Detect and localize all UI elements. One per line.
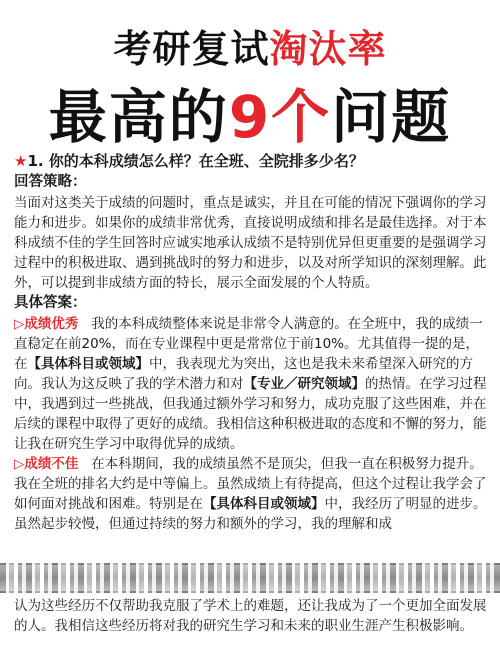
answer-good-label: 成绩优秀 xyxy=(24,316,79,332)
article-body xyxy=(14,150,490,534)
answer-bad-text-2: 中，我经历了明显的进步。虽然起步较慢，但通过持续的努力和额外的学习，我的理解和成 xyxy=(14,496,487,532)
answer-good-bold-2: 【专业／研究领域】 xyxy=(243,376,365,392)
answer-good-text-1: 我的本科成绩整体来说是非常令人满意的。在全班中，我的成绩一直稳定在前20%，而在专业课程中更是常常位于前10%。尤其值得一提的是，在 xyxy=(14,316,483,372)
bottom-text: 认为这些经历不仅帮助我克服了学术上的难题，还让我成为了一个更加全面发展的人。我相信这些经历将对我的研究生学习和未来的职业生涯产生积极影响。 xyxy=(14,598,487,634)
question-text: 1. 你的本科成绩怎么样？在全班、全院排多少名？ xyxy=(27,152,364,170)
answer-bad-paragraph xyxy=(14,454,490,534)
bottom-paragraph xyxy=(14,596,490,636)
answer-good-bold-1: 【具体科目或领域】 xyxy=(27,356,149,372)
strategy-body: 当面对这类关于成绩的问题时，重点是诚实，并且在可能的情况下强调你的学习能力和进步。如果你的成绩非常优秀，直接说明成绩和排名是最佳选择。对于本科成绩不佳的学生回答时应诚实地承认成绩不是特别优异但更重要的是强调学习过程中的积极进取、遇到挑战时的努力和进步，以及对所学知识的深刻理解。此外，可以提到非成绩方面的特长，展示全面发展的个人特质。 xyxy=(14,195,487,291)
answer-bad-label: 成绩不佳 xyxy=(24,456,79,472)
answer-bad-text-1: 在本科期间，我的成绩虽然不是顶尖，但我一直在积极努力提升。我在全班的排名大约是中等偏上。虽然成绩上有待提高，但这个过程让我学会了如何面对挑战和困难。特别是在 xyxy=(14,456,487,512)
title-line1-red: 淘汰率 xyxy=(269,27,387,71)
answer-good-paragraph xyxy=(14,314,490,454)
answer-good-text-2: 中，我表现尤为突出，这也是我未来希望深入研究的方向。我认为这反映了我的学术潜力和对 xyxy=(14,356,473,392)
title-line2-black-b: 问题 xyxy=(331,83,452,151)
title-line2-black-a: 最高的 xyxy=(48,83,229,151)
triangle-marker-icon: ▷ xyxy=(14,316,25,332)
title-line2-red: 9个 xyxy=(228,83,332,151)
triangle-marker-icon: ▷ xyxy=(14,456,25,472)
answer-heading: 具体答案： xyxy=(14,295,87,311)
page-title-line1 xyxy=(0,18,500,73)
question-heading xyxy=(14,150,490,172)
star-icon: ★ xyxy=(14,152,28,170)
censored-strip-overlay xyxy=(0,565,500,591)
title-line1-black: 考研复试 xyxy=(113,27,270,71)
page-title-line2 xyxy=(0,70,500,154)
answer-bad-bold-1: 【具体科目或领域】 xyxy=(203,496,325,512)
strategy-heading: 回答策略： xyxy=(14,174,87,190)
answer-good-text-3: 的热情。在学习过程中，我遇到过一些挑战，但我通过额外学习和努力，成功克服了这些困难，并在后续的课程中取得了更好的成绩。我相信这种积极进取的态度和不懈的努力，能让我在研究生学习中取得优异的成绩。 xyxy=(14,376,487,452)
